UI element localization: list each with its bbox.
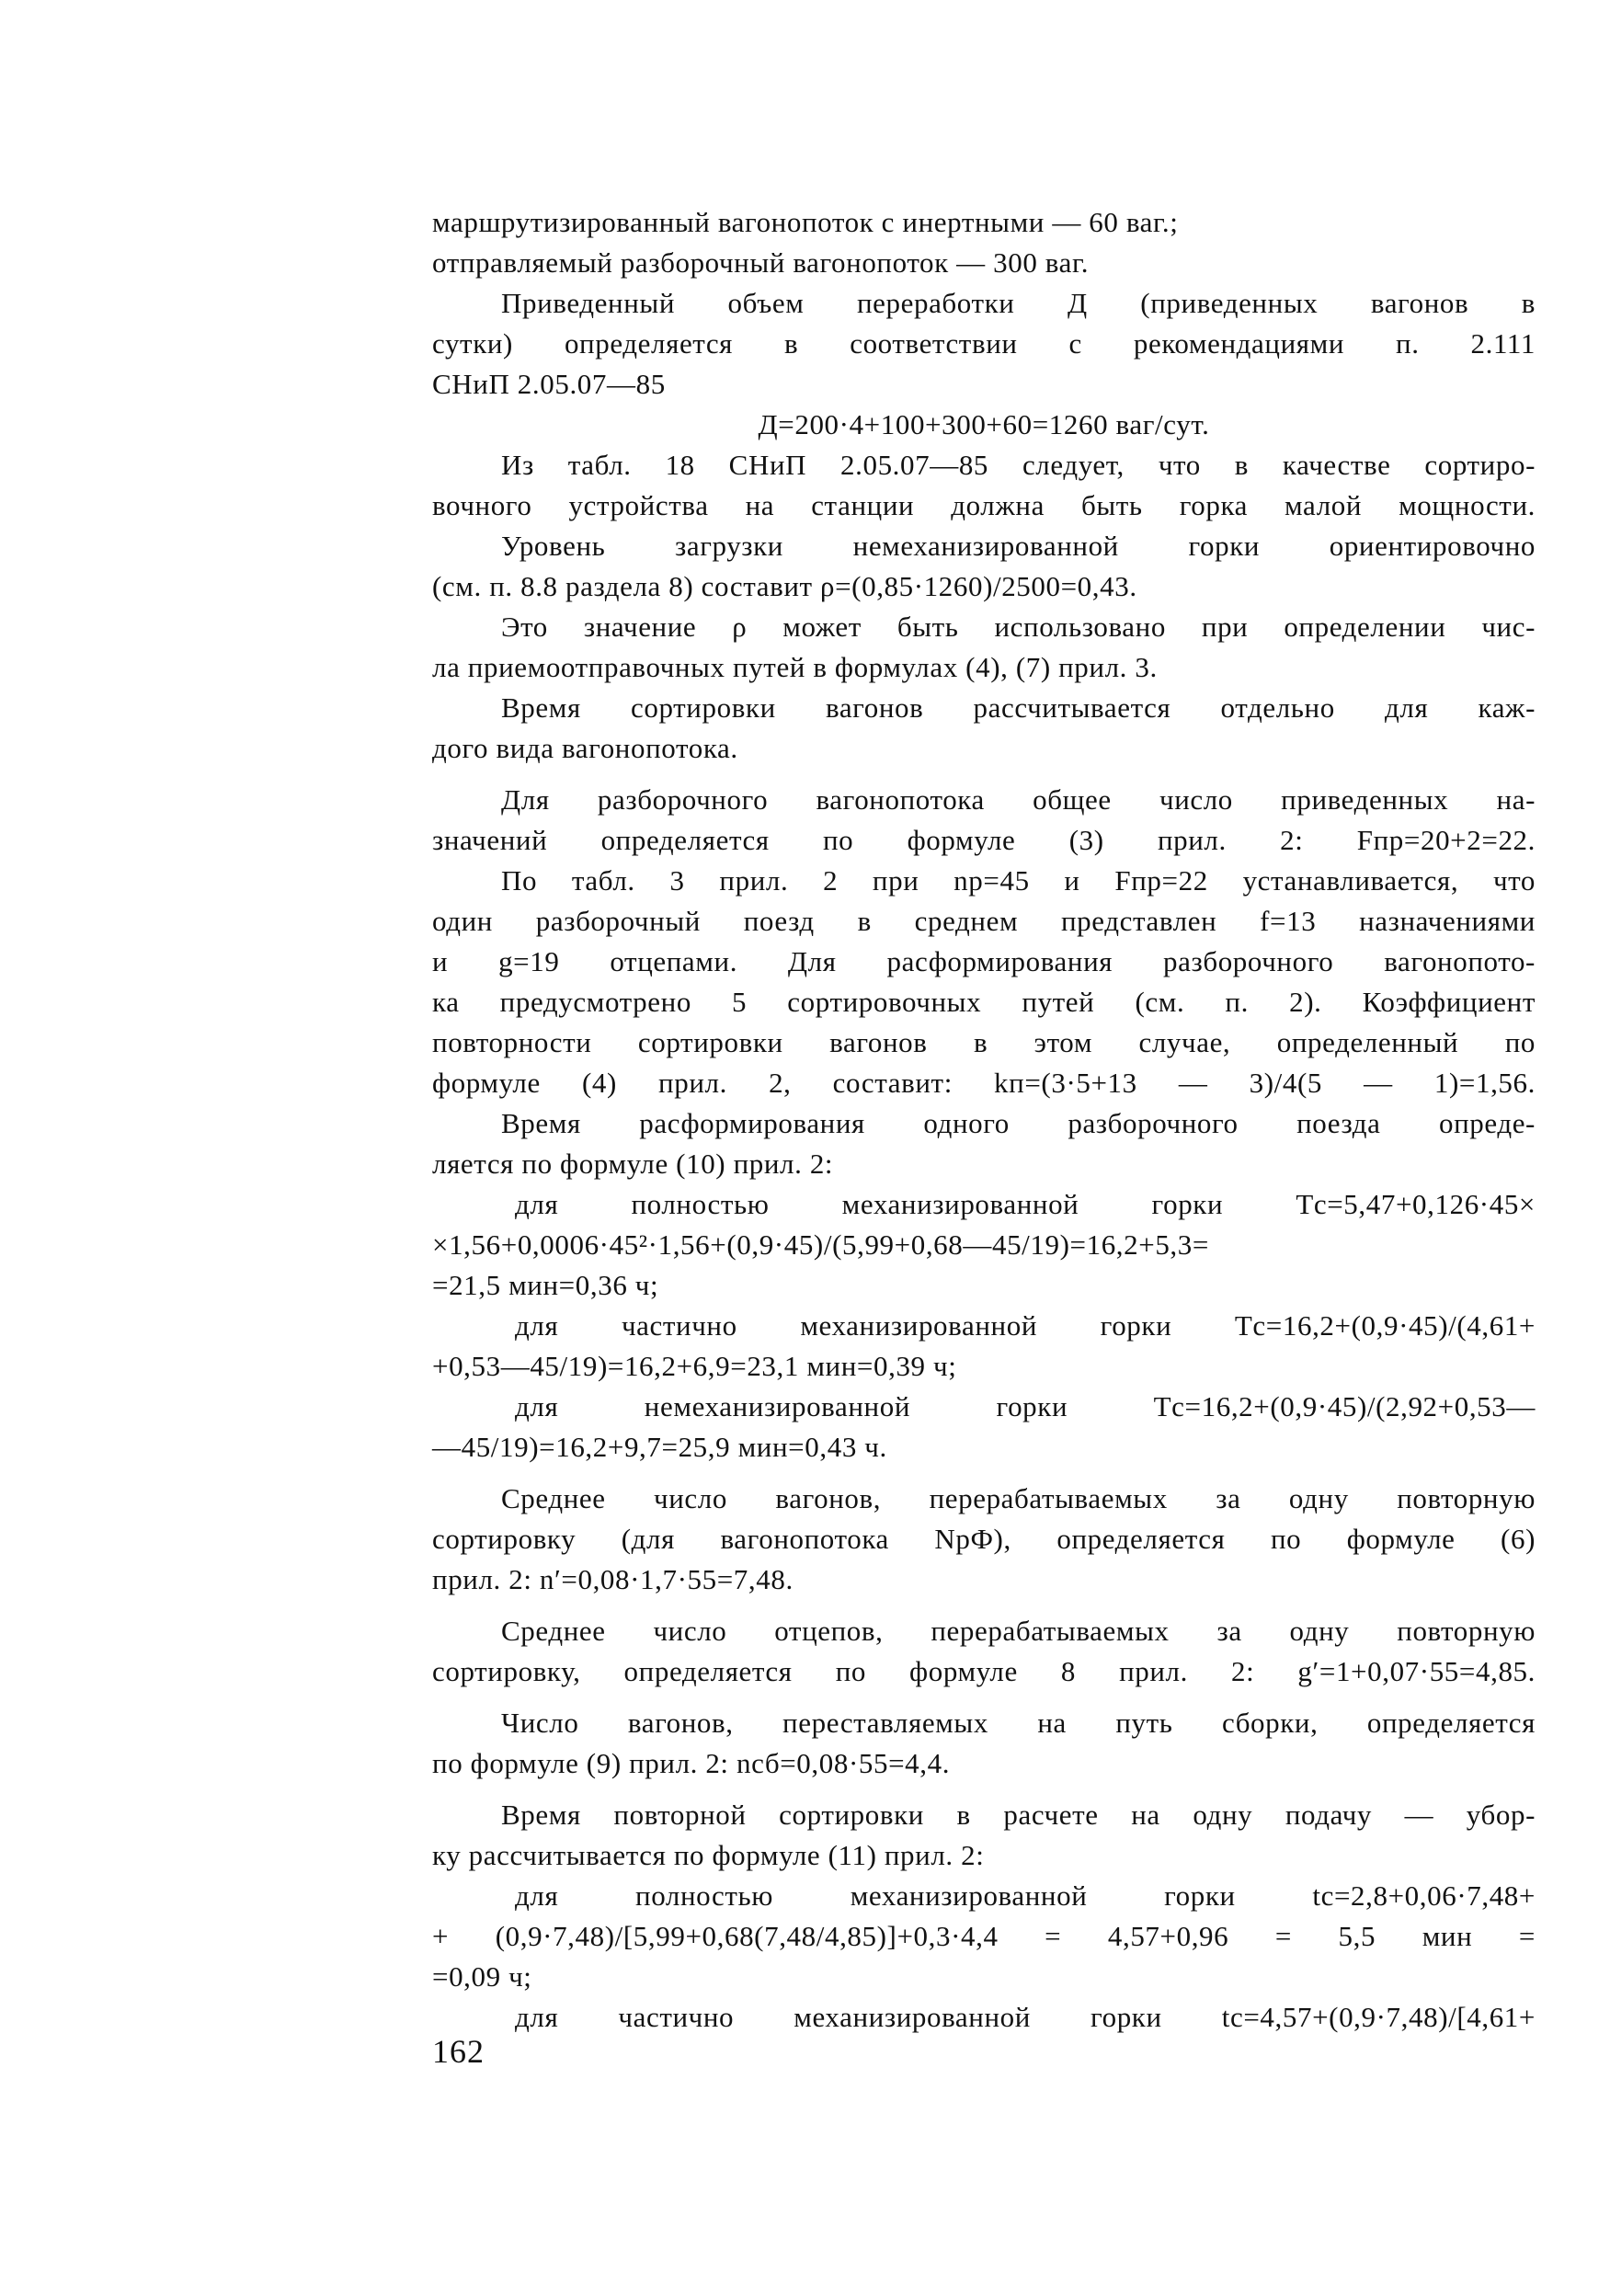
text-line: Время расформирования одного разборочного поезда опреде- [501,1107,1536,1139]
text-line: ляется по формуле (10) прил. 2: [432,1148,834,1180]
text-line: Это значение ρ может быть использовано при определении чис- [501,611,1536,643]
text-line: Среднее число отцепов, перерабатываемых за одну повторную [501,1615,1536,1647]
formula-line: —45/19)=16,2+9,7=25,9 мин=0,43 ч. [432,1431,887,1463]
text-line: По табл. 3 прил. 2 при nр=45 и Fпр=22 устанавливается, что [501,864,1536,897]
text-line: Число вагонов, переставляемых на путь сборки, определяется [501,1707,1536,1739]
text-line: дого вида вагонопотока. [432,732,738,764]
text-line: СНиП 2.05.07—85 [432,368,666,400]
formula-line: ×1,56+0,0006·45²·1,56+(0,9·45)/(5,99+0,68—45/19)=16,2+5,3= [432,1228,1209,1261]
text-line: Время повторной сортировки в расчете на одну подачу — убор- [501,1799,1536,1831]
text-line: Уровень загрузки немеханизированной горки ориентировочно [501,530,1536,562]
text-line: Для разборочного вагонопотока общее число приведенных на- [501,783,1536,816]
text-line: ка предусмотрено 5 сортировочных путей (см. п. 2). Коэффициент [432,986,1536,1018]
formula-line: для частично механизированной горки tс=4,57+(0,9·7,48)/[4,61+ [515,2001,1536,2033]
text-line: отправляемый разборочный вагонопоток — 300 ваг. [432,246,1090,279]
text-line: и g=19 отцепами. Для расформирования разборочного вагонопото- [432,945,1536,977]
text-line: Из табл. 18 СНиП 2.05.07—85 следует, что в качестве сортиро- [501,449,1536,481]
formula-line: =0,09 ч; [432,1960,532,1993]
text-line: прил. 2: n′=0,08·1,7·55=7,48. [432,1563,794,1595]
formula-line: для полностью механизированной горки tс=2,8+0,06·7,48+ [515,1879,1536,1912]
text-line: один разборочный поезд в среднем представлен f=13 назначениями [432,905,1536,937]
formula-line: для немеханизированной горки Tс=16,2+(0,9·45)/(2,92+0,53— [515,1390,1536,1422]
text-line: сутки) определяется в соответствии с рекомендациями п. 2.111 [432,327,1536,360]
page-body [432,202,1536,2038]
text-line: Приведенный объем переработки Д (приведенных вагонов в [501,287,1536,319]
text-line: вочного устройства на станции должна быть горка малой мощности. [432,489,1536,521]
text-line: по формуле (9) прил. 2: nсб=0,08·55=4,4. [432,1747,951,1779]
page-number: 162 [432,2033,485,2070]
text-line: Время сортировки вагонов рассчитывается отдельно для каж- [501,691,1536,724]
text-line: значений определяется по формуле (3) прил. 2: Fпр=20+2=22. [432,824,1536,856]
text-line: повторности сортировки вагонов в этом случае, определенный по [432,1026,1536,1058]
text-line: (см. п. 8.8 раздела 8) составит ρ=(0,85·1260)/2500=0,43. [432,570,1137,602]
formula-line: + (0,9·7,48)/[5,99+0,68(7,48/4,85)]+0,3·4,4 = 4,57+0,96 = 5,5 мин = [432,1920,1536,1952]
formula-line: +0,53—45/19)=16,2+6,9=23,1 мин=0,39 ч; [432,1350,957,1382]
text-line: сортировку (для вагонопотока NрФ), определяется по формуле (6) [432,1523,1536,1555]
text-line: Среднее число вагонов, перерабатываемых за одну повторную [501,1482,1536,1514]
text-line: ла приемоотправочных путей в формулах (4), (7) прил. 3. [432,651,1158,683]
text-line: сортировку, определяется по формуле 8 прил. 2: g′=1+0,07·55=4,85. [432,1655,1536,1687]
formula-line: Д=200·4+100+300+60=1260 ваг/сут. [758,408,1210,440]
formula-line: =21,5 мин=0,36 ч; [432,1269,659,1301]
formula-line: для полностью механизированной горки Tс=5,47+0,126·45× [515,1188,1536,1220]
text-line: формуле (4) прил. 2, составит: kп=(3·5+13 — 3)/4(5 — 1)=1,56. [432,1067,1536,1099]
formula-line: для частично механизированной горки Tс=16,2+(0,9·45)/(4,61+ [515,1309,1536,1342]
text-line: ку рассчитывается по формуле (11) прил. 2: [432,1839,985,1871]
text-line: маршрутизированный вагонопоток с инертными — 60 ваг.; [432,206,1179,238]
